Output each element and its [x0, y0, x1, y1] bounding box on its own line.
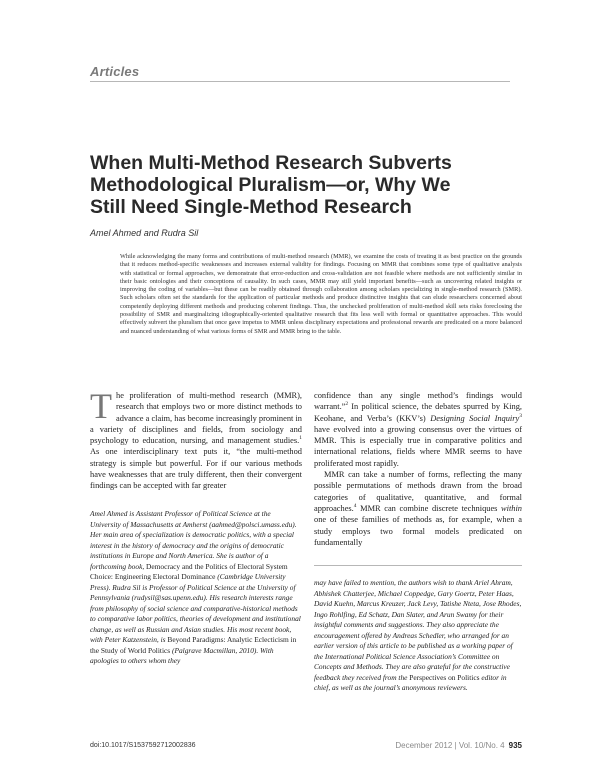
page-footer: [390, 741, 522, 750]
section-rule: [90, 81, 510, 82]
author-note-text-3: (Palgrave Macmillan, 2010). With apologies to others whom they: [90, 645, 274, 665]
body-right-paragraph-2: [314, 469, 522, 548]
title-line-2: Methodological Pluralism—or, Why We: [90, 174, 451, 196]
author-note-cont-text-1: may have failed to mention, the authors wish to thank Ariel Ahram, Abhishek Chatterjee, Michael Coppedge, Gary Goertz, Peter Haas, David Kuehn, Marcus Kreuzer, Jack Levy, Tatishe Nteta, Jose Rhodes, Ingo Rohlfing, Ed Schatz, Dan Slater, and Arun Swamy for their insightful comments and suggestions. They also appreciate the encouragement offered by Andreas Schedler, who arranged for an earlier version of this article to be published as a working paper of the International Political Science Association’s Committee on Concepts and Methods. They are also grateful for the constructive feedback they received from the: [314, 578, 522, 682]
drop-cap: T: [90, 386, 112, 426]
author-note-continued: [314, 578, 522, 694]
page-number: 935: [508, 741, 522, 750]
doi: doi:10.1017/S1537592712002836: [90, 742, 196, 749]
body-right-text-6: one of these families of methods as, for example, when a study employs two formal models predicated on fundamentally: [314, 515, 522, 547]
book-title-kkv: Designing Social Inquiry: [430, 413, 520, 423]
body-left-text-1: he proliferation of multi-method research (MMR), research that employs two or more distinct methods to advance a claim, has become increasingly prominent in a variety of disciplines and fields, from sociology and psychology to education, nursing, and management studies.: [90, 391, 302, 446]
article-title: [90, 152, 530, 218]
journal-name: Perspectives on Politics: [409, 672, 480, 682]
author-note-text-1: Amel Ahmed is Assistant Professor of Political Science at the University of Massachusetts at Amherst (aahmed@polsci.umass.edu). Her main area of specialization is democratic politics, with a special interest in the history of democracy and the origins of democratic institutions in Europe and North America. She is author of a forthcoming book,: [90, 509, 297, 571]
author-book-2: Beyond Paradigms: Analytic Eclecticism in the Study of World Politics: [90, 635, 297, 655]
footnote-ref-2: 2: [345, 401, 349, 408]
body-right-text-4: MMR can take a number of forms, reflecting the many possible permutations of methods drawn from the broad categories of qualitative, quantitative, and formal approaches.: [314, 470, 522, 513]
author-book-1: Democracy and the Politics of Electoral System Choice: Engineering Electoral Dominance: [90, 561, 288, 581]
author-note: [90, 509, 302, 667]
title-line-1: When Multi-Method Research Subverts: [90, 152, 452, 174]
body-right-text-1: confidence than any single method’s findings would warrant.”: [314, 391, 522, 412]
abstract: While acknowledging the many forms and contributions of multi-method research (MMR), we examine the costs of treating it as best practice on the grounds that it reduces method-specific weaknesses and increases external validity for findings. Focusing on MMR that combines some type of qualitative analysis with statistical or formal approaches, we demonstrate that error-reduction and cross-validation are not feasible where methods are not sufficiently similar in their basic ontologies and their conceptions of causality. In such cases, MMR may still yield important benefits—such as uncovering related insights or improving the coding of variables—but these can be readily obtained through collaboration among scholars specializing in single-method research (SMR). Such scholars often set the standards for the application of particular methods and produce distinctive insights that can elude researchers concerned about competently deploying different methods and producing coherent findings. Thus, the unchecked proliferation of multi-method skill sets risks foreclosing the possibility of SMR and marginalizing idiographically-oriented qualitative research that fits less well with formal or quantitative approaches. This would effectively subvert the pluralism that once gave impetus to MMR unless disciplinary expectations and professional rewards are predicated on a more balanced and nuanced understanding of what various forms of SMR and MMR bring to the table.: [120, 253, 522, 335]
footnote-ref-1: 1: [299, 435, 302, 442]
body-right-text-5: MMR can combine discrete techniques: [356, 503, 502, 513]
note-divider: [314, 565, 522, 566]
body-right-text-2: In political science, the debates spurred by King, Keohane, and Verba’s (KKV’s): [314, 402, 522, 423]
article-authors: Amel Ahmed and Rudra Sil: [90, 228, 199, 238]
title-line-3: Still Need Single-Method Research: [90, 196, 412, 218]
body-left-text-2: As one interdisciplinary text puts it, “the multi-method strategy is simple but powerful. For if our various methods have weaknesses that are truly different, then their convergent findings can be accepted with far greater: [90, 447, 302, 491]
section-label: Articles: [90, 64, 140, 79]
body-right-text-3: have evolved into a growing consensus over the virtues of MMR. This is especially true in comparative politics and international relations, fields where MMR seems to have proliferated most rapidly.: [314, 424, 522, 468]
footnote-ref-4: 4: [353, 503, 357, 510]
author-note-text-2: (Cambridge University Press). Rudra Sil is Professor of Political Science at the University of Pennsylvania (rudysil@sas.upenn.edu). His research interests range from philosophy of social science and comparative-historical methods to comparative labor politics, theories of development and institutional change, as well as Russian and Asian studies. His most recent book, with Peter Katzenstein, is: [90, 572, 301, 644]
body-column-right: [314, 390, 522, 548]
author-note-cont-text-2: editor in chief, as well as the journal’s anonymous reviewers.: [314, 672, 507, 692]
body-column-left: [90, 386, 302, 492]
emphasis-within: within: [501, 503, 522, 513]
issue-info: December 2012 | Vol. 10/No. 4: [395, 741, 505, 750]
footnote-ref-3: 3: [519, 412, 522, 419]
